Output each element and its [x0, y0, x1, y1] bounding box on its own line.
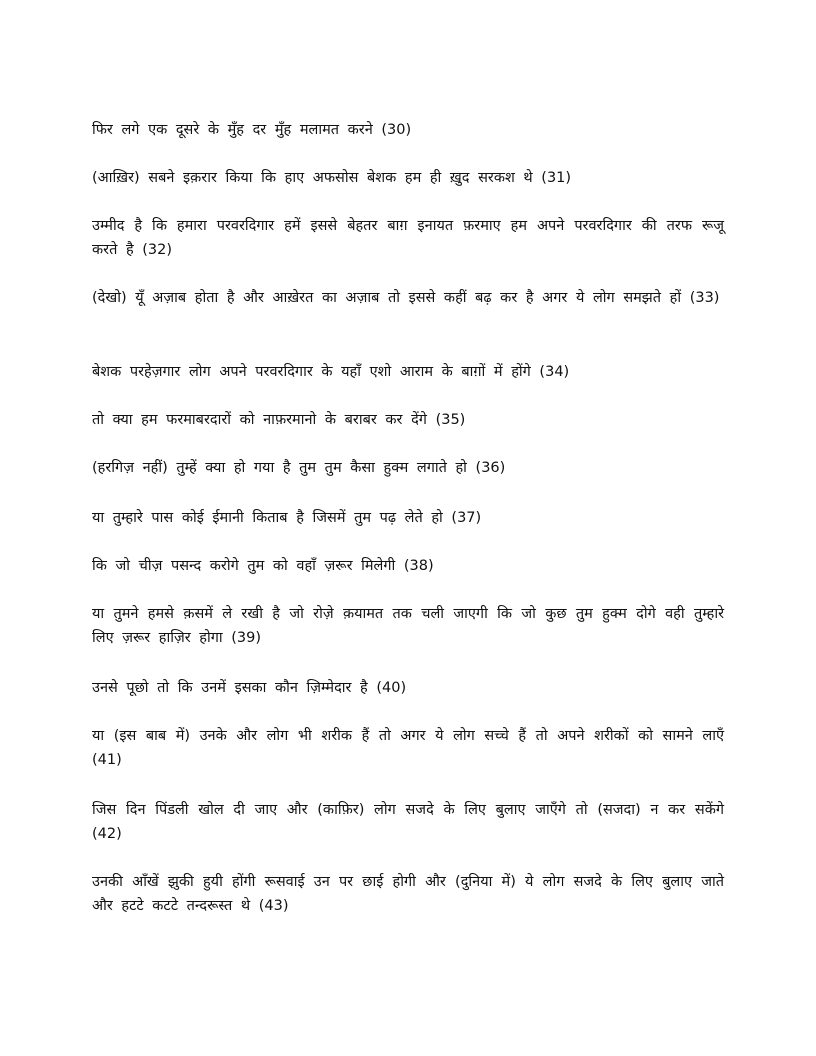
verse-34: बेशक परहेज़गार लोग अपने परवरदिगार के यहाँ एशो आराम के बाग़ों में होंगे (34) — [92, 364, 570, 380]
verse-39: या तुमने हमसे क़समें ले रखी है जो रोज़े क़यामत तक चली जाएगी कि जो कुछ तुम हुक्म दोगे वही तुम्हारे लिए ज़रूर हाज़िर होगा (39) — [92, 606, 724, 646]
verse-36: (हरगिज़ नहीं) तुम्हें क्या हो गया है तुम तुम कैसा हुक्म लगाते हो (36) — [92, 460, 506, 476]
verse-43: उनकी आँखें झुकी हुयी होंगी रूसवाई उन पर छाई होगी और (दुनिया में) ये लोग सजदे के लिए बुलाए जाते और हटटे कटटे तन्दरूस्त थे (43) — [92, 874, 724, 914]
verse-32: उम्मीद है कि हमारा परवरदिगार हमें इससे बेहतर बाग़ इनायत फ़रमाए हम अपने परवरदिगार की तरफ रूजू करते है (32) — [92, 218, 724, 258]
verse-40: उनसे पूछो तो कि उनमें इसका कौन ज़िम्मेदार है (40) — [92, 680, 407, 696]
verse-42: जिस दिन पिंडली खोल दी जाए और (काफ़िर) लोग सजदे के लिए बुलाए जाएँगे तो (सजदा) न कर सकेंगे (42) — [92, 802, 724, 842]
document-page — [92, 0, 724, 1056]
verse-41: या (इस बाब में) उनके और लोग भी शरीक हैं तो अगर ये लोग सच्चे हैं तो अपने शरीकों को सामने लाएँ (41) — [92, 728, 724, 768]
verse-38: कि जो चीज़ पसन्द करोगे तुम को वहाँ ज़रूर मिलेगी (38) — [92, 558, 434, 574]
verse-33: (देखो) यूँ अज़ाब होता है और आख़ेरत का अज़ाब तो इससे कहीं बढ़ कर है अगर ये लोग समझते हों (33) — [92, 290, 720, 306]
verse-37: या तुम्हारे पास कोई ईमानी किताब है जिसमें तुम पढ़ लेते हो (37) — [92, 510, 482, 526]
verse-35: तो क्या हम फरमाबरदारों को नाफ़रमानो के बराबर कर देंगे (35) — [92, 412, 466, 428]
verse-31: (आख़िर) सबने इक़रार किया कि हाए अफसोस बेशक हम ही ख़ुद सरकश थे (31) — [92, 170, 572, 186]
verse-30: फिर लगे एक दूसरे के मुँह दर मुँह मलामत करने (30) — [92, 122, 412, 138]
